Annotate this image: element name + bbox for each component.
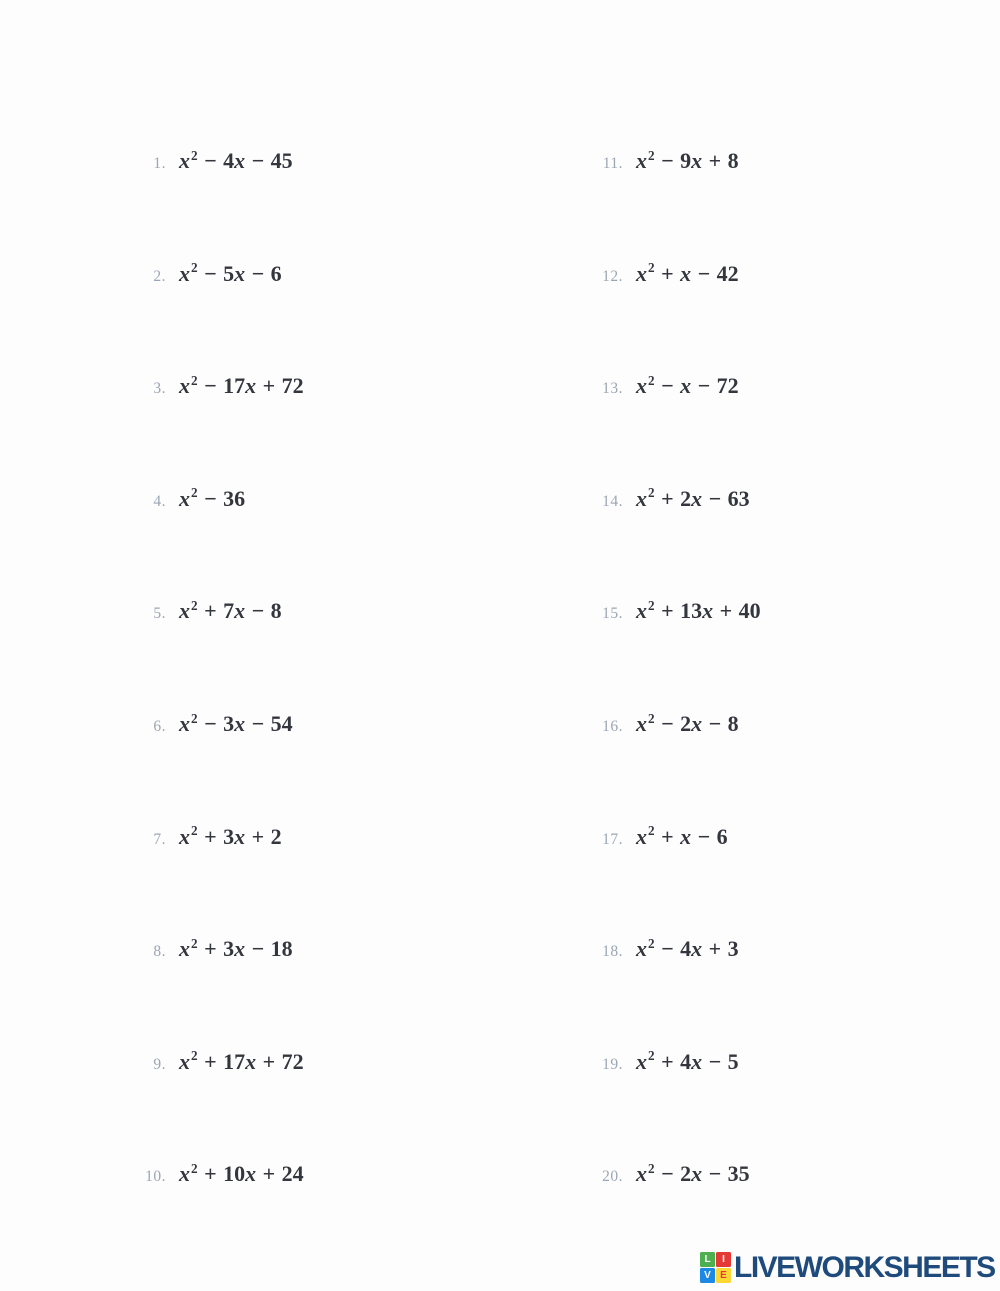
problem-item: [597, 709, 997, 739]
problem-expression: $x^2 + 10x + 24$: [179, 1161, 304, 1187]
problem-expression: $x^2 + x - 6$: [636, 823, 728, 849]
problem-item: [597, 484, 997, 514]
logo-letter-square: L: [700, 1252, 715, 1267]
problem-expression: $x^2 - 17x + 72$: [179, 372, 304, 399]
problem-number: 11.: [602, 155, 623, 172]
problem-expression: $x^2 + 4x - 5$: [636, 1048, 739, 1074]
problem-item: [597, 371, 997, 401]
logo-letter-square: I: [716, 1252, 731, 1267]
problem-item: [140, 596, 597, 626]
problem-number: 9.: [153, 1055, 166, 1073]
problem-item: [597, 596, 997, 626]
problem-number: 7.: [153, 830, 166, 848]
problem-number: 10.: [145, 1168, 166, 1186]
problem-expression: $x^2 - 5x - 6$: [179, 260, 282, 286]
problem-item: [597, 259, 997, 289]
problem-item: [140, 822, 597, 852]
problem-number: 2.: [153, 267, 166, 285]
problem-number: 1.: [153, 155, 166, 172]
problem-expression: $x^2 - 2x - 35$: [636, 1161, 750, 1187]
problem-item: [140, 934, 597, 964]
problem-item: [140, 1159, 597, 1189]
problem-number: 19.: [602, 1055, 623, 1073]
problem-number: 4.: [153, 492, 166, 510]
problem-item: [140, 259, 597, 289]
logo-letter-square: E: [716, 1268, 731, 1283]
problem-expression: $x^2 - 4x - 45$: [179, 147, 293, 173]
problem-expression: $x^2 + 17x + 72$: [179, 1048, 304, 1074]
liveworksheets-logo-icon: [700, 1252, 731, 1283]
problem-expression: $x^2 + x - 42$: [636, 260, 739, 286]
problem-number: 18.: [602, 943, 623, 961]
problem-item: [597, 1047, 997, 1077]
problem-number: 5.: [153, 605, 166, 623]
problem-item: [597, 146, 997, 176]
problem-number: 15.: [602, 605, 623, 623]
problem-number: 12.: [602, 267, 623, 285]
problem-expression: $x^2 + 2x - 63$: [636, 485, 750, 511]
logo-letter-square: V: [700, 1268, 715, 1283]
problems-grid: [140, 146, 997, 1272]
problem-item: [597, 1159, 997, 1189]
problem-item: [140, 709, 597, 739]
problem-item: [140, 484, 597, 514]
problem-number: 16.: [602, 717, 623, 735]
problem-number: 3.: [153, 380, 166, 398]
problem-number: 13.: [602, 380, 623, 398]
problem-number: 14.: [602, 492, 623, 510]
problem-item: [597, 822, 997, 852]
problem-expression: $x^2 - 4x + 3$: [636, 935, 739, 962]
problem-expression: $x^2 - 3x - 54$: [179, 710, 293, 736]
problem-item: [140, 371, 597, 401]
problem-expression: $x^2 + 7x - 8$: [179, 598, 282, 624]
problem-item: [140, 146, 597, 176]
problem-item: [140, 1047, 597, 1077]
problem-number: 8.: [153, 943, 166, 961]
problem-expression: $x^2 + 13x + 40$: [636, 598, 761, 624]
problem-expression: $x^2 + 3x + 2$: [179, 823, 282, 849]
problem-expression: $x^2 - x - 72$: [636, 372, 739, 399]
brand-wordmark: LIVEWORKSHEETS: [734, 1251, 995, 1284]
problem-number: 17.: [602, 830, 623, 848]
problem-expression: $x^2 - 9x + 8$: [636, 147, 739, 173]
problem-expression: $x^2 - 2x - 8$: [636, 710, 739, 736]
problem-number: 20.: [602, 1168, 623, 1186]
problem-item: [597, 934, 997, 964]
problem-expression: $x^2 - 36$: [179, 485, 246, 511]
liveworksheets-footer-link[interactable]: [700, 1252, 995, 1283]
problem-expression: $x^2 + 3x - 18$: [179, 935, 293, 962]
problem-number: 6.: [153, 717, 166, 735]
